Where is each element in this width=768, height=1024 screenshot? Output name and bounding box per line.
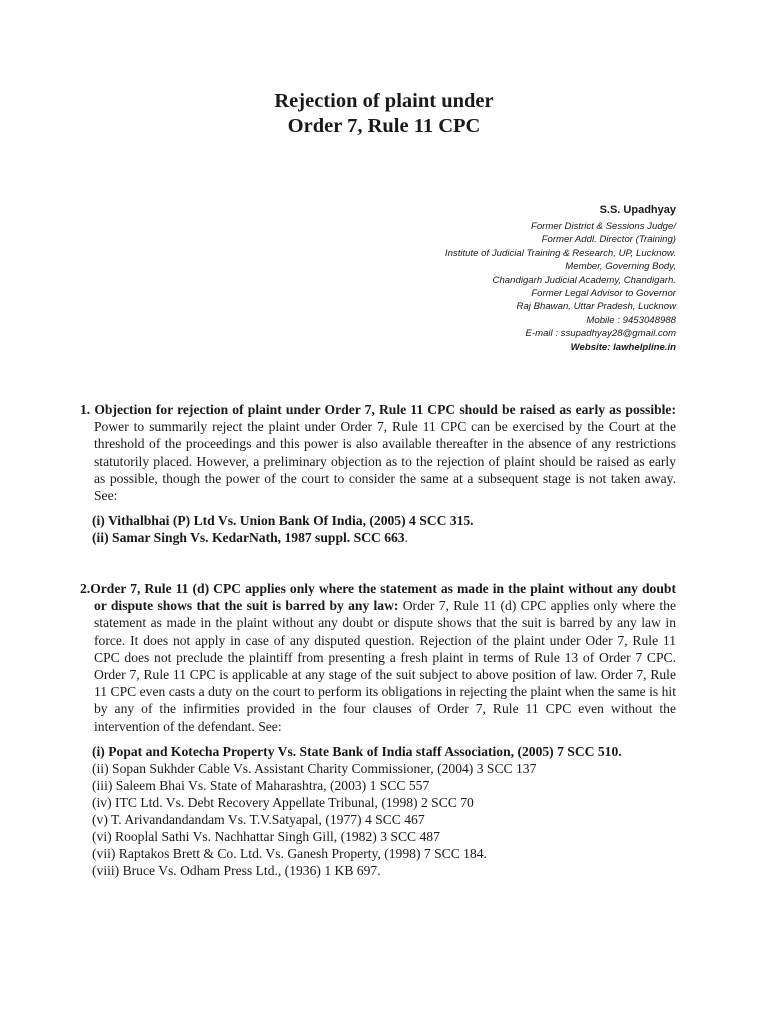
section-1 — [80, 401, 676, 546]
author-line: Former District & Sessions Judge/ — [530, 221, 676, 232]
section-2-paragraph — [80, 580, 676, 735]
author-line: Chandigarh Judicial Academy, Chandigarh. — [492, 274, 676, 286]
section-1-paragraph — [80, 401, 676, 504]
section-2 — [80, 580, 676, 879]
author-name: S.S. Upadhyay — [599, 204, 676, 216]
case-citation: (iii) Saleem Bhai Vs. State of Maharashtra, (2003) 1 SCC 557 — [92, 777, 430, 793]
author-website: Website: lawhelpline.in — [570, 341, 676, 353]
author-block — [276, 202, 676, 355]
case-citation: (viii) Bruce Vs. Odham Press Ltd., (1936) 1 KB 697. — [92, 862, 381, 878]
section-1-body: Power to summarily reject the plaint under Order 7, Rule 11 CPC can be exercised by the Court at the threshold of the proceedings and this power is also available thereafter in the absence of any restrictions statutorily placed. However, a preliminary objection as to the rejection of plaint should be raised as early as possible, though the power of the court to consider the same at a subsequent stage is not taken away. See: — [94, 419, 676, 504]
author-line: Former Legal Advisor to Governor — [531, 288, 676, 300]
case-citation-suffix: . — [404, 530, 408, 546]
case-citation-line — [92, 529, 676, 546]
case-citation: (iv) ITC Ltd. Vs. Debt Recovery Appellate Tribunal, (1998) 2 SCC 70 — [92, 794, 474, 810]
case-citation: (v) T. Arivandandandam Vs. T.V.Satyapal, (1977) 4 SCC 467 — [92, 811, 425, 827]
author-line: Member, Governing Body, — [565, 261, 676, 273]
section-2-case-list — [80, 743, 676, 879]
section-2-heading: 2.Order 7, Rule 11 (d) CPC applies only where the statement as made in the plaint without any doubt or dispute shows that the suit is barred by any law: — [80, 581, 676, 614]
section-1-heading: 1. Objection for rejection of plaint under Order 7, Rule 11 CPC should be raised as early as possible: — [80, 402, 676, 417]
case-citation: (ii) Sopan Sukhder Cable Vs. Assistant Charity Commissioner, (2004) 3 SCC 137 — [92, 760, 537, 776]
section-1-case-list — [80, 512, 676, 546]
case-citation: (vi) Rooplal Sathi Vs. Nachhattar Singh Gill, (1982) 3 SCC 487 — [92, 828, 440, 844]
author-line: Former Addl. Director (Training) — [541, 234, 676, 246]
lead-case-citation: (i) Popat and Kotecha Property Vs. State Bank of India staff Association, (2005) 7 SCC 510. — [92, 743, 622, 759]
title-line-2: Order 7, Rule 11 CPC — [287, 115, 481, 137]
case-citation: (ii) Samar Singh Vs. KedarNath, 1987 suppl. SCC 663 — [92, 530, 405, 546]
author-line: Raj Bhawan, Uttar Pradesh, Lucknow — [516, 301, 676, 313]
author-line: Institute of Judicial Training & Research, UP, Lucknow. — [444, 247, 676, 259]
title-line-1: Rejection of plaint under — [274, 90, 494, 112]
author-email: E-mail : ssupadhyay28@gmail.com — [525, 328, 676, 340]
section-2-body: Order 7, Rule 11 (d) CPC applies only where the statement as made in the plaint without any doubt or dispute shows that the suit is barred by any law in force. It does not apply in case of any disputed question. Rejection of the plaint under Oder 7, Rule 11 CPC does not preclude the plaintiff from presenting a fresh plaint in terms of Rule 13 of Order 7 CPC. Order 7, Rule 11 CPC is applicable at any stage of the suit subject to above position of law. Order 7, Rule 11 CPC even casts a duty on the court to perform its obligations in rejecting the plaint when the same is hit by any of the infirmities provided in the four clauses of Order 7, Rule 11 CPC even without the intervention of the defendant. See: — [94, 598, 676, 734]
author-mobile: Mobile : 9453048988 — [586, 314, 676, 326]
case-citation: (vii) Raptakos Brett & Co. Ltd. Vs. Ganesh Property, (1998) 7 SCC 184. — [92, 845, 487, 861]
case-citation: (i) Vithalbhai (P) Ltd Vs. Union Bank Of India, (2005) 4 SCC 315. — [92, 513, 474, 529]
page-title — [0, 89, 768, 139]
